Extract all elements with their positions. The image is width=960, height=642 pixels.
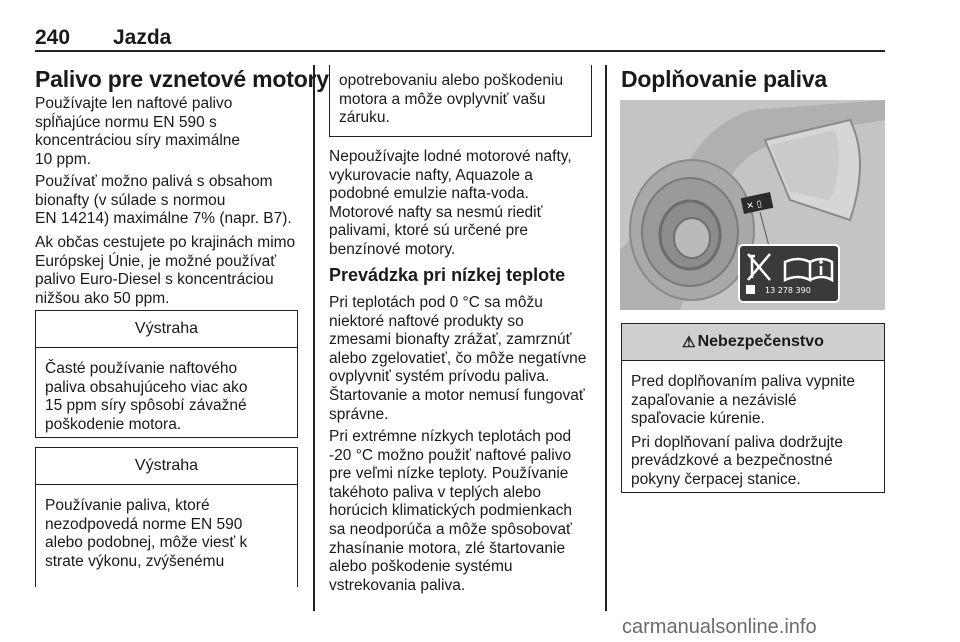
column-divider-right <box>605 65 607 611</box>
paragraph-euro-diesel: Ak občas cestujete po krajinách mimo Európskej Únie, je možné používať palivo Euro-Diesel s koncentráciou nižšou ako 50 ppm. <box>35 234 296 307</box>
danger-box-refueling <box>621 323 885 493</box>
heading-refueling: Doplňovanie paliva <box>621 66 828 92</box>
figure-code: 13 278 390 <box>765 286 811 295</box>
warning-box-sulfur <box>35 310 298 438</box>
warning-triangle-icon: ⚠ <box>682 334 696 351</box>
paragraph-low-temp: Pri teplotách pod 0 °C sa môžu niektoré naftové produkty so zmesami bionafty zrážať, zamrznúť alebo zgelovatieť, čo môže negatívne ovplyvniť systém prívodu paliva. Štartovanie a motor nemusí fungovať správne. <box>329 294 587 423</box>
section-title: Jazda <box>113 26 172 49</box>
warning-continued-text: opotrebovaniu alebo poškodeniu motora a môže ovplyvniť vašu záruku. <box>339 72 564 127</box>
page-number: 240 <box>35 26 71 49</box>
paragraph-biodiesel: Používať možno palivá s obsahom bionafty (v súlade s normou EN 14214) maximálne 7% (napr. B7). <box>35 173 292 228</box>
warning-text: Časté používanie naftového paliva obsahujúceho viac ako 15 ppm síry spôsobí závažné poškodenie motora. <box>45 360 248 433</box>
warning-box-continued <box>329 65 592 137</box>
warning-title: Výstraha <box>36 311 297 348</box>
column-divider-left <box>313 65 315 611</box>
paragraph-marine-diesel: Nepoužívajte lodné motorové nafty, vykurovacie nafty, Aquazole a podobné emulzie nafta-voda. Motorové nafty sa nesmú riediť palivami, ktoré sú určené pre benzínové motory. <box>329 148 572 258</box>
warning-title: Výstraha <box>36 448 297 485</box>
heading-diesel-fuel: Palivo pre vznetové motory <box>35 66 329 92</box>
header-rule <box>35 50 885 52</box>
warning-text: Používanie paliva, ktoré nezodpovedá norme EN 590 alebo podobnej, môže viesť k strate výkonu, zvýšenému <box>45 497 248 570</box>
svg-text:✕ ▯: ✕ ▯ <box>745 199 763 213</box>
fuel-filler-illustration <box>620 100 885 310</box>
paragraph-extreme-cold: Pri extrémne nízkych teplotách pod -20 °C možno použiť naftové palivo pre veľmi nízke teploty. Používanie takéhoto paliva v teplých alebo horúcich klimatických podmienkach sa neodporúča a môže spôsobovať zhasínanie motora, zlé štartovanie alebo poškodenie systému vstrekovania paliva. <box>329 428 572 594</box>
heading-low-temperature: Prevádzka pri nízkej teplote <box>329 265 566 285</box>
paragraph-fuel-standard: Používajte len naftové palivo spĺňajúce normu EN 590 s koncentráciou síry maximálne 10 ppm. <box>35 95 241 168</box>
danger-text-instructions: Pri doplňovaní paliva dodržujte prevádzkové a bezpečnostné pokyny čerpacej stanice. <box>631 433 843 488</box>
danger-text-ignition: Pred doplňovaním paliva vypnite zapaľovanie a nezávislé spaľovacie kúrenie. <box>631 373 856 428</box>
warning-box-standard <box>35 447 298 587</box>
danger-title: ⚠ Nebezpečenstvo <box>622 324 884 361</box>
watermark: carmanualsonline.info <box>622 616 817 638</box>
